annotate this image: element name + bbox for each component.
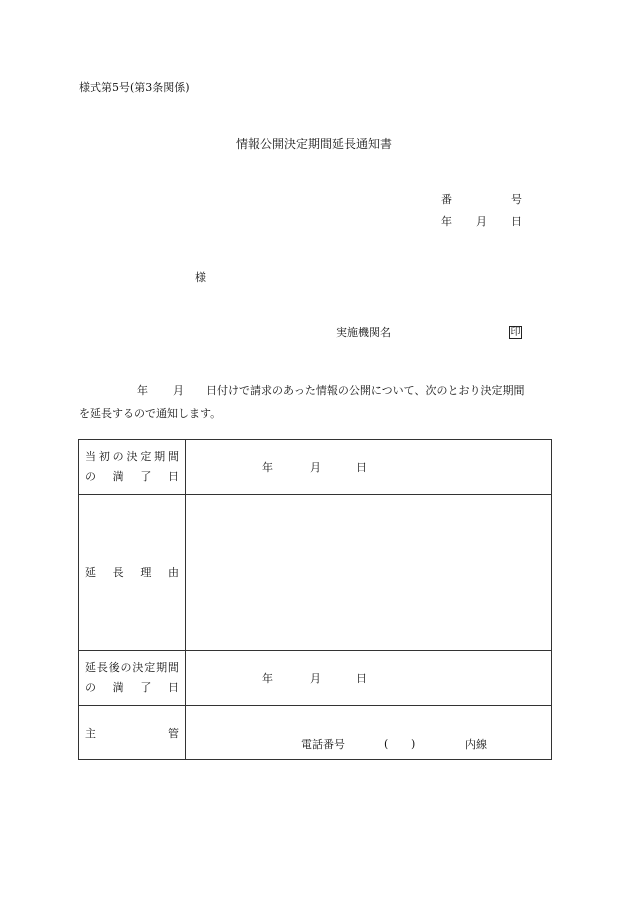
number-label-2: 号: [511, 193, 522, 206]
phone-paren-open: (: [384, 737, 389, 751]
extended-deadline-value[interactable]: [186, 651, 552, 706]
extended-deadline-year: 年: [262, 672, 273, 685]
extended-deadline-label-line-2: の 満 了 日: [85, 681, 179, 694]
extended-deadline-day: 日: [356, 672, 367, 685]
original-deadline-day: 日: [356, 461, 367, 474]
seal-mark: 印: [510, 327, 521, 338]
body-text-line-2: を延長するので通知します。: [79, 407, 222, 420]
extended-deadline-month: 月: [310, 672, 321, 685]
original-deadline-value[interactable]: [186, 440, 552, 495]
table-row: [79, 651, 552, 706]
original-deadline-year: 年: [262, 461, 273, 474]
extension-reason-label: 延 長 理 由: [79, 495, 186, 651]
phone-number-label: 電話番号: [301, 738, 345, 751]
body-month: 月: [173, 384, 184, 397]
extension-details-table: [78, 439, 552, 760]
document-title: 情報公開決定期間延長通知書: [236, 137, 393, 151]
form-number: 様式第5号(第3条関係): [79, 81, 190, 94]
phone-paren-close: ): [411, 737, 416, 751]
table-row: [79, 706, 552, 760]
original-deadline-label-line-1: 当 初 の 決 定 期 間: [85, 450, 179, 463]
date-month-label: 月: [476, 215, 487, 228]
extension-reason-field[interactable]: [186, 495, 552, 651]
original-deadline-label-line-2: の 満 了 日: [85, 470, 179, 483]
department-label: 主 管: [79, 706, 186, 760]
date-year-label: 年: [441, 215, 452, 228]
date-day-label: 日: [511, 215, 522, 228]
original-deadline-month: 月: [310, 461, 321, 474]
agency-name-label: 実施機関名: [336, 326, 391, 339]
department-contact[interactable]: [186, 706, 552, 760]
body-year: 年: [137, 384, 148, 397]
table-row: [79, 495, 552, 651]
addressee-suffix: 様: [195, 271, 206, 284]
table-row: [79, 440, 552, 495]
extended-deadline-label-line-1: 延 長 後 の 決 定 期 間: [85, 661, 179, 674]
number-label-1: 番: [441, 193, 452, 206]
original-deadline-label: [79, 440, 186, 495]
extended-deadline-label: [79, 651, 186, 706]
body-text-line-1: 日付けで請求のあった情報の公開について、次のとおり決定期間: [206, 384, 525, 397]
extension-label: 内線: [465, 738, 487, 751]
